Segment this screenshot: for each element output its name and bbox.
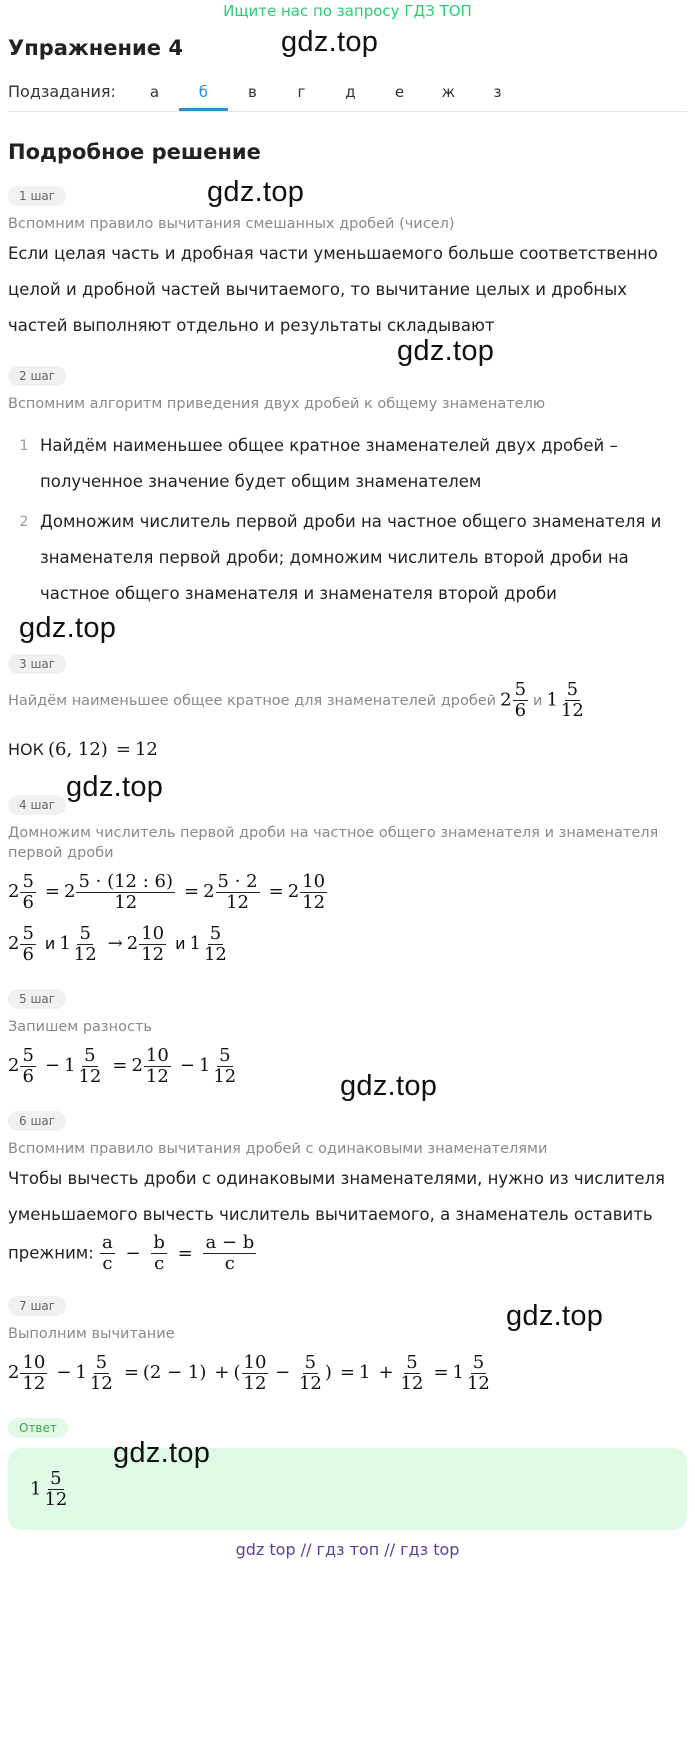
- subtask-tab[interactable]: ж: [441, 82, 456, 101]
- step-badge: 3 шаг: [8, 654, 66, 674]
- conjunction-text: и: [533, 692, 543, 709]
- watermark: gdz.top: [506, 1300, 604, 1332]
- difference-formula: 2 $\frac{5}{6}$ − 1 $\frac{5}{12}$ = 2 $\frac{10}{12}$ − 1 $\frac{5}{12}$: [8, 1044, 237, 1087]
- step-badge: 4 шаг: [8, 795, 66, 815]
- answer-value: 1 $\frac{5}{12}$: [30, 1467, 68, 1510]
- subtasks-bar: [8, 82, 687, 112]
- step-2: [8, 344, 687, 612]
- step-badge: 5 шаг: [8, 989, 66, 1009]
- watermark: gdz.top: [207, 176, 305, 208]
- watermark: gdz.top: [340, 1070, 438, 1102]
- step-text: Если целая часть и дробная части уменьшаемого больше соответственно целой и дробной частей вычитаемого, то вычитание целых и дробных частей выполняют отдельно и результаты складывают: [8, 244, 658, 335]
- expansion-formula: 2 $\frac{5}{6}$ = 2 $\frac{5 \cdot (12 : 6)}{12}$ = 2 $\frac{5 \cdot 2}{12}$ = 2 $\frac{10}{12}$: [8, 870, 326, 913]
- mixed-number-formula: 2 $\frac{5}{6}$: [500, 679, 527, 721]
- nok-label: НОК: [8, 740, 44, 759]
- step-badge: 6 шаг: [8, 1111, 66, 1131]
- subtasks-label: Подзадания:: [8, 82, 116, 101]
- watermark: gdz.top: [113, 1437, 211, 1469]
- subtask-tab[interactable]: а: [149, 82, 160, 101]
- nok-result: 12: [134, 739, 158, 760]
- watermark: gdz.top: [19, 612, 117, 644]
- top-banner[interactable]: Ищите нас по запросу ГДЗ ТОП: [223, 2, 472, 20]
- step-hint: Домножим числитель первой дроби на частное общего знаменателя и знаменателя первой дроби: [8, 825, 659, 861]
- exercise-title: Упражнение 4: [8, 36, 183, 60]
- conjunction-text: и: [175, 934, 186, 953]
- step-6: [8, 1089, 687, 1274]
- answer-box: [8, 1448, 687, 1530]
- nok-formula: НОК (6, 12) = 12: [8, 727, 687, 773]
- step-badge: 7 шаг: [8, 1296, 66, 1316]
- step-3: [8, 632, 687, 773]
- rule-text: Чтобы вычесть дроби с одинаковыми знаменателями, нужно из числителя уменьшаемого вычесть числитель вычитаемого, а знаменатель оставить прежним:: [8, 1169, 665, 1263]
- subtraction-formula: 2 $\frac{10}{12}$ − 1 $\frac{5}{12}$ = (2 − 1) + ( $\frac{10}{12}$ − $\frac{5}{12}$ ) = 1 + $\frac{5}{12}$ = 1 $\frac{5}{12}$: [8, 1351, 490, 1394]
- subtask-tab[interactable]: д: [345, 82, 356, 101]
- step-hint: Вспомним правило вычитания смешанных дробей (чисел): [8, 216, 455, 232]
- answer-badge: Ответ: [8, 1418, 68, 1438]
- list-item-text: Домножим числитель первой дроби на частное общего знаменателя и знаменателя первой дроби; домножим числитель второй дроби на частное общего знаменателя и знаменателя второй дроби: [40, 512, 662, 603]
- subtask-tab[interactable]: г: [297, 82, 306, 101]
- step-badge: 1 шаг: [8, 186, 66, 206]
- watermark: gdz.top: [66, 771, 164, 803]
- step-7: [8, 1274, 687, 1396]
- list-item-number: 1: [19, 438, 29, 454]
- step-hint: Вспомним правило вычитания дробей с одинаковыми знаменателями: [8, 1141, 548, 1157]
- list-item-text: Найдём наименьшее общее кратное знаменателей двух дробей – полученное значение будет общим знаменателем: [40, 436, 618, 491]
- rule-formula: $\frac{a}{c}$ − $\frac{b}{c}$ = $\frac{a - b}{c}$: [102, 1232, 255, 1274]
- ordered-list: [8, 428, 687, 612]
- conversion-formula: 2 $\frac{5}{6}$ и 1 $\frac{5}{12}$ → 2 $\frac{10}{12}$ и 1 $\frac{5}{12}$: [8, 921, 687, 967]
- footer-links[interactable]: gdz top // гдз топ // гдз top: [235, 1540, 460, 1559]
- list-item: [8, 428, 687, 500]
- step-text: [8, 1161, 687, 1274]
- step-hint: [8, 680, 687, 721]
- step-hint: Запишем разность: [8, 1019, 152, 1035]
- conjunction-text: и: [44, 934, 56, 953]
- watermark: gdz.top: [397, 335, 495, 367]
- step-badge: 2 шаг: [8, 366, 66, 386]
- step-hint: Вспомним алгоритм приведения двух дробей к общему знаменателю: [8, 396, 546, 412]
- solution-title: Подробное решение: [8, 140, 261, 164]
- subtask-tab[interactable]: е: [394, 82, 405, 101]
- step-hint-text: Найдём наименьшее общее кратное для знаменателей дробей: [8, 692, 497, 709]
- list-item-number: 2: [19, 514, 29, 530]
- subtask-tab[interactable]: в: [248, 82, 257, 101]
- nok-args: (6, 12): [47, 739, 108, 760]
- mixed-number-formula: 1 $\frac{5}{12}$: [546, 679, 584, 721]
- watermark: gdz.top: [281, 26, 379, 58]
- step-hint: Выполним вычитание: [8, 1326, 175, 1342]
- list-item: [8, 504, 687, 612]
- subtask-tab-active[interactable]: б: [179, 83, 228, 111]
- subtask-tab[interactable]: з: [493, 82, 502, 101]
- step-1: [8, 164, 687, 344]
